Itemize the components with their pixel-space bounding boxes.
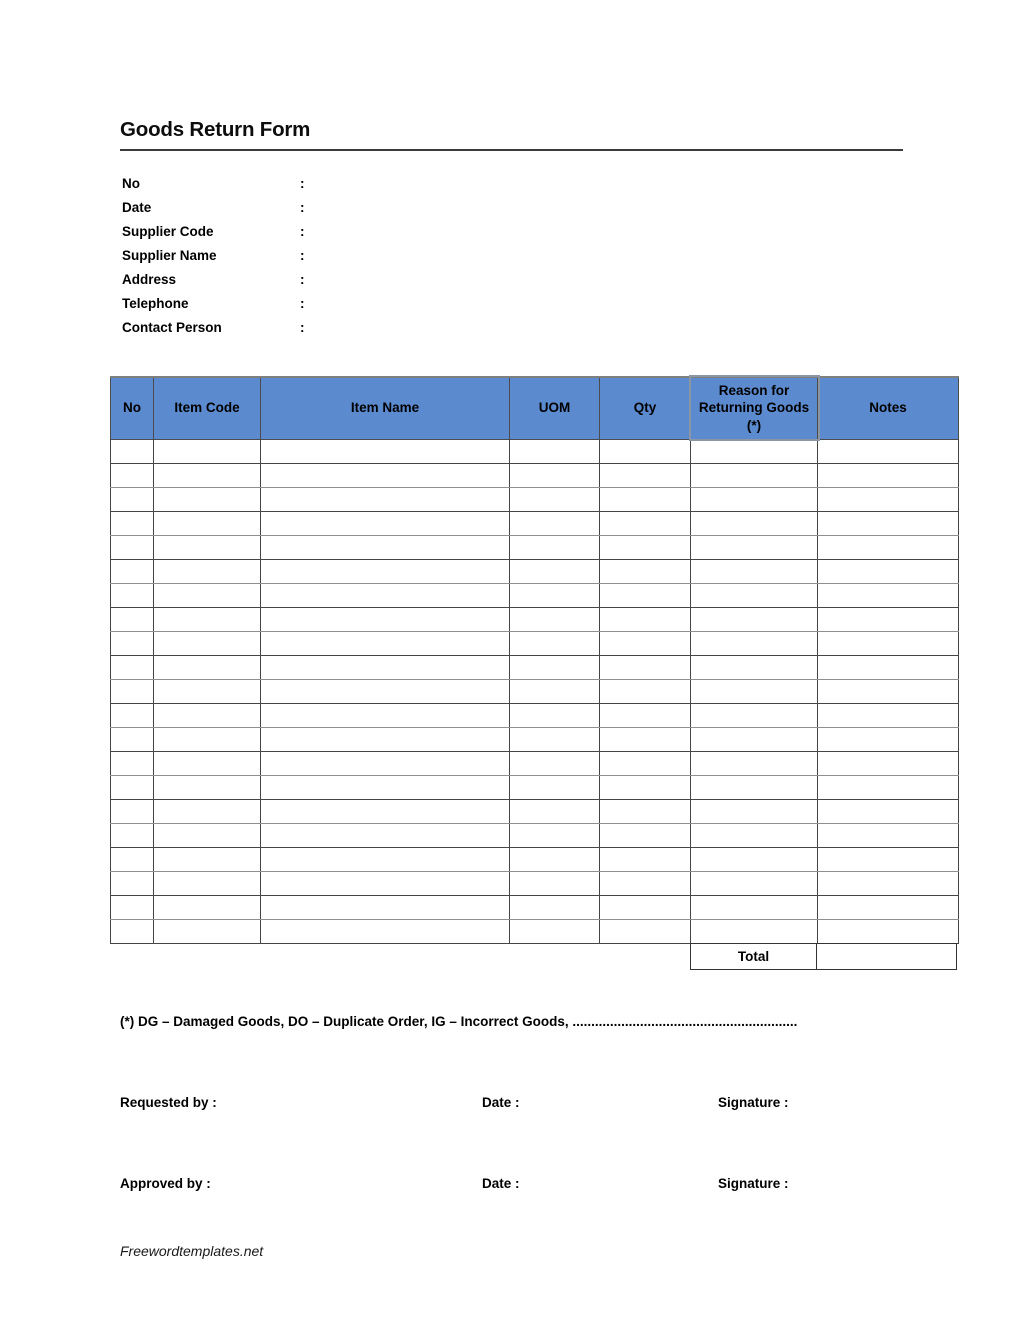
item-cell: [691, 679, 818, 703]
item-row: [111, 559, 959, 583]
approved-by-label: Approved by :: [120, 1176, 211, 1191]
item-cell: [111, 487, 154, 511]
col-header-reason: Reason for Returning Goods (*): [691, 377, 818, 439]
item-cell: [510, 799, 600, 823]
item-cell: [111, 775, 154, 799]
page-title: Goods Return Form: [120, 118, 311, 141]
item-cell: [111, 439, 154, 463]
item-cell: [600, 799, 691, 823]
item-cell: [600, 583, 691, 607]
info-label: Supplier Name: [122, 247, 217, 263]
item-cell: [818, 871, 959, 895]
item-cell: [691, 559, 818, 583]
item-cell: [154, 439, 261, 463]
item-row: [111, 727, 959, 751]
requested-date-label: Date :: [482, 1095, 520, 1110]
item-cell: [510, 655, 600, 679]
item-cell: [261, 895, 510, 919]
requested-signature-label: Signature :: [718, 1095, 789, 1110]
info-label: No: [122, 175, 140, 191]
item-cell: [691, 655, 818, 679]
item-cell: [510, 679, 600, 703]
item-row: [111, 607, 959, 631]
item-cell: [154, 607, 261, 631]
item-row: [111, 511, 959, 535]
item-cell: [510, 919, 600, 943]
item-cell: [600, 463, 691, 487]
item-cell: [154, 631, 261, 655]
item-cell: [154, 703, 261, 727]
item-cell: [261, 823, 510, 847]
item-cell: [111, 463, 154, 487]
items-table-section: [110, 376, 958, 970]
item-cell: [111, 679, 154, 703]
item-cell: [691, 631, 818, 655]
item-cell: [818, 655, 959, 679]
info-field-date: [122, 195, 516, 219]
item-cell: [691, 463, 818, 487]
total-value-cell: [816, 943, 957, 970]
item-cell: [261, 871, 510, 895]
item-cell: [691, 895, 818, 919]
item-cell: [818, 439, 959, 463]
reason-codes-footnote: (*) DG – Damaged Goods, DO – Duplicate Order, IG – Incorrect Goods, ............................................................: [120, 1014, 798, 1029]
item-cell: [111, 655, 154, 679]
item-cell: [261, 919, 510, 943]
item-cell: [111, 799, 154, 823]
total-row: [690, 943, 958, 970]
item-cell: [691, 847, 818, 871]
item-cell: [261, 607, 510, 631]
item-cell: [261, 679, 510, 703]
item-cell: [261, 439, 510, 463]
item-cell: [261, 655, 510, 679]
item-cell: [600, 655, 691, 679]
item-cell: [691, 439, 818, 463]
item-cell: [154, 847, 261, 871]
item-cell: [154, 559, 261, 583]
item-cell: [600, 871, 691, 895]
item-cell: [154, 511, 261, 535]
item-cell: [818, 799, 959, 823]
item-row: [111, 535, 959, 559]
item-cell: [600, 823, 691, 847]
item-cell: [510, 583, 600, 607]
info-label: Address: [122, 271, 177, 287]
item-cell: [261, 847, 510, 871]
item-cell: [510, 607, 600, 631]
item-cell: [600, 607, 691, 631]
approved-signature-label: Signature :: [718, 1176, 789, 1191]
item-cell: [111, 559, 154, 583]
item-cell: [154, 679, 261, 703]
info-label: Supplier Code: [122, 223, 214, 239]
item-cell: [600, 679, 691, 703]
item-cell: [111, 703, 154, 727]
item-cell: [691, 487, 818, 511]
items-table-header: [111, 377, 959, 439]
info-label: Date: [122, 199, 152, 215]
item-row: [111, 655, 959, 679]
info-colon: :: [300, 247, 305, 263]
item-row: [111, 439, 959, 463]
item-cell: [261, 463, 510, 487]
item-cell: [818, 487, 959, 511]
item-cell: [818, 631, 959, 655]
col-header-uom: UOM: [510, 377, 600, 439]
item-row: [111, 703, 959, 727]
item-cell: [600, 703, 691, 727]
info-colon: :: [300, 175, 305, 191]
item-row: [111, 823, 959, 847]
item-cell: [261, 703, 510, 727]
item-cell: [261, 559, 510, 583]
item-cell: [510, 535, 600, 559]
item-cell: [111, 895, 154, 919]
item-cell: [818, 775, 959, 799]
item-cell: [818, 919, 959, 943]
item-cell: [154, 583, 261, 607]
item-cell: [691, 799, 818, 823]
item-cell: [510, 727, 600, 751]
item-cell: [111, 631, 154, 655]
item-cell: [154, 775, 261, 799]
item-cell: [691, 583, 818, 607]
item-cell: [691, 751, 818, 775]
total-label: Total: [690, 943, 817, 970]
items-table: [110, 376, 959, 944]
item-cell: [600, 511, 691, 535]
item-cell: [154, 655, 261, 679]
item-cell: [818, 847, 959, 871]
item-cell: [510, 487, 600, 511]
item-cell: [691, 919, 818, 943]
item-cell: [261, 751, 510, 775]
item-cell: [261, 727, 510, 751]
item-cell: [510, 439, 600, 463]
item-cell: [600, 535, 691, 559]
item-cell: [154, 895, 261, 919]
item-cell: [510, 631, 600, 655]
item-cell: [154, 919, 261, 943]
item-cell: [600, 439, 691, 463]
item-row: [111, 895, 959, 919]
item-cell: [691, 823, 818, 847]
col-header-no: No: [111, 377, 154, 439]
item-cell: [691, 775, 818, 799]
item-cell: [510, 847, 600, 871]
item-cell: [818, 511, 959, 535]
item-cell: [154, 487, 261, 511]
info-colon: :: [300, 295, 305, 311]
item-row: [111, 631, 959, 655]
item-cell: [818, 895, 959, 919]
info-field-contact-person: [122, 315, 516, 339]
item-cell: [261, 775, 510, 799]
item-cell: [510, 823, 600, 847]
item-cell: [111, 847, 154, 871]
item-cell: [818, 751, 959, 775]
approved-date-label: Date :: [482, 1176, 520, 1191]
info-label: Contact Person: [122, 319, 222, 335]
item-row: [111, 583, 959, 607]
item-cell: [510, 703, 600, 727]
item-cell: [261, 535, 510, 559]
item-row: [111, 919, 959, 943]
title-underline: [120, 149, 903, 151]
item-cell: [600, 919, 691, 943]
col-header-qty: Qty: [600, 377, 691, 439]
item-cell: [111, 727, 154, 751]
item-cell: [600, 631, 691, 655]
info-field-supplier-name: [122, 243, 516, 267]
item-cell: [510, 463, 600, 487]
item-cell: [818, 823, 959, 847]
item-cell: [510, 751, 600, 775]
item-cell: [111, 607, 154, 631]
info-colon: :: [300, 223, 305, 239]
info-colon: :: [300, 199, 305, 215]
items-table-body: [111, 439, 959, 943]
item-cell: [510, 511, 600, 535]
item-cell: [818, 559, 959, 583]
item-cell: [818, 607, 959, 631]
col-header-item-code: Item Code: [154, 377, 261, 439]
item-cell: [154, 751, 261, 775]
info-field-supplier-code: [122, 219, 516, 243]
item-cell: [818, 727, 959, 751]
item-cell: [818, 583, 959, 607]
item-cell: [818, 679, 959, 703]
item-cell: [111, 919, 154, 943]
item-row: [111, 775, 959, 799]
item-cell: [261, 631, 510, 655]
item-cell: [261, 511, 510, 535]
info-label: Telephone: [122, 295, 189, 311]
item-row: [111, 463, 959, 487]
supplier-info-section: [122, 171, 516, 339]
item-cell: [111, 511, 154, 535]
site-footer: Freewordtemplates.net: [120, 1243, 264, 1259]
item-cell: [510, 895, 600, 919]
item-cell: [510, 559, 600, 583]
item-row: [111, 751, 959, 775]
item-cell: [691, 703, 818, 727]
item-row: [111, 847, 959, 871]
item-cell: [111, 583, 154, 607]
item-cell: [691, 727, 818, 751]
item-cell: [154, 823, 261, 847]
info-colon: :: [300, 271, 305, 287]
item-cell: [111, 751, 154, 775]
item-cell: [600, 847, 691, 871]
item-cell: [154, 799, 261, 823]
item-cell: [510, 871, 600, 895]
item-cell: [600, 775, 691, 799]
item-cell: [691, 871, 818, 895]
item-cell: [261, 583, 510, 607]
item-row: [111, 799, 959, 823]
item-cell: [154, 535, 261, 559]
item-cell: [600, 727, 691, 751]
item-cell: [691, 607, 818, 631]
item-cell: [600, 487, 691, 511]
item-row: [111, 871, 959, 895]
requested-by-label: Requested by :: [120, 1095, 217, 1110]
item-cell: [154, 463, 261, 487]
item-cell: [818, 463, 959, 487]
item-cell: [261, 799, 510, 823]
info-field-address: [122, 267, 516, 291]
item-cell: [154, 727, 261, 751]
item-cell: [111, 871, 154, 895]
col-header-item-name: Item Name: [261, 377, 510, 439]
item-cell: [261, 487, 510, 511]
item-cell: [600, 751, 691, 775]
item-cell: [818, 535, 959, 559]
item-cell: [154, 871, 261, 895]
item-cell: [600, 559, 691, 583]
item-cell: [818, 703, 959, 727]
item-cell: [600, 895, 691, 919]
col-header-notes: Notes: [818, 377, 959, 439]
item-cell: [691, 535, 818, 559]
item-cell: [510, 775, 600, 799]
item-row: [111, 487, 959, 511]
info-field-telephone: [122, 291, 516, 315]
info-field-no: [122, 171, 516, 195]
item-cell: [111, 823, 154, 847]
item-cell: [111, 535, 154, 559]
item-row: [111, 679, 959, 703]
item-cell: [691, 511, 818, 535]
info-colon: :: [300, 319, 305, 335]
